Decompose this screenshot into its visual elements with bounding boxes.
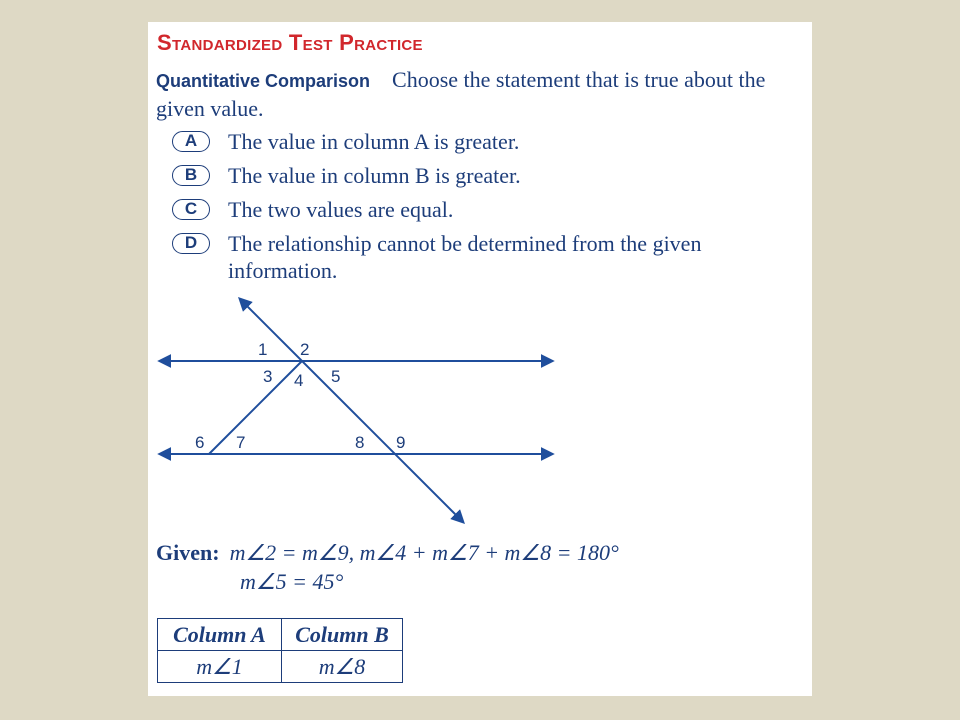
option-a[interactable] xyxy=(172,128,792,155)
table-header-row xyxy=(158,619,403,651)
column-a-value: m∠1 xyxy=(158,651,282,683)
given-block xyxy=(156,538,619,596)
option-d-text: The relationship cannot be determined from the given information. xyxy=(228,231,702,283)
question-prompt xyxy=(156,66,796,122)
angle-label-4: 4 xyxy=(294,371,304,390)
answer-options xyxy=(172,128,792,291)
angle-label-8: 8 xyxy=(355,433,365,452)
column-b-header: Column B xyxy=(282,619,403,651)
given-label: Given: xyxy=(156,540,220,565)
given-line-1: m∠2 = m∠9, m∠4 + m∠7 + m∠8 = 180° xyxy=(229,540,619,565)
textbook-page xyxy=(148,22,812,696)
column-a-header: Column A xyxy=(158,619,282,651)
angle-label-2: 2 xyxy=(300,340,310,359)
angle-label-5: 5 xyxy=(331,367,341,386)
triangle-side xyxy=(209,361,302,454)
option-c[interactable] xyxy=(172,196,792,223)
angle-label-6: 6 xyxy=(195,433,205,452)
table-row xyxy=(158,651,403,683)
angle-label-3: 3 xyxy=(263,367,273,386)
option-c-badge: C xyxy=(172,199,210,220)
given-line-2: m∠5 = 45° xyxy=(240,569,344,594)
angle-label-7: 7 xyxy=(236,433,246,452)
prompt-label: Quantitative Comparison xyxy=(156,71,371,91)
option-b-badge: B xyxy=(172,165,210,186)
comparison-table xyxy=(157,618,403,683)
transversal-line xyxy=(240,299,463,522)
prompt-text: Choose the statement that is true about the given value. xyxy=(156,67,766,121)
option-d-badge: D xyxy=(172,233,210,254)
option-c-text: The two values are equal. xyxy=(228,197,454,222)
angle-label-9: 9 xyxy=(396,433,406,452)
option-d[interactable] xyxy=(172,230,792,284)
option-b-text: The value in column B is greater. xyxy=(228,163,521,188)
page-title: Standardized Test Practice xyxy=(157,30,423,55)
option-a-text: The value in column A is greater. xyxy=(228,129,520,154)
parallel-lines-diagram xyxy=(148,290,568,530)
option-a-badge: A xyxy=(172,131,210,152)
option-b[interactable] xyxy=(172,162,792,189)
column-b-value: m∠8 xyxy=(282,651,403,683)
angle-label-1: 1 xyxy=(258,340,268,359)
